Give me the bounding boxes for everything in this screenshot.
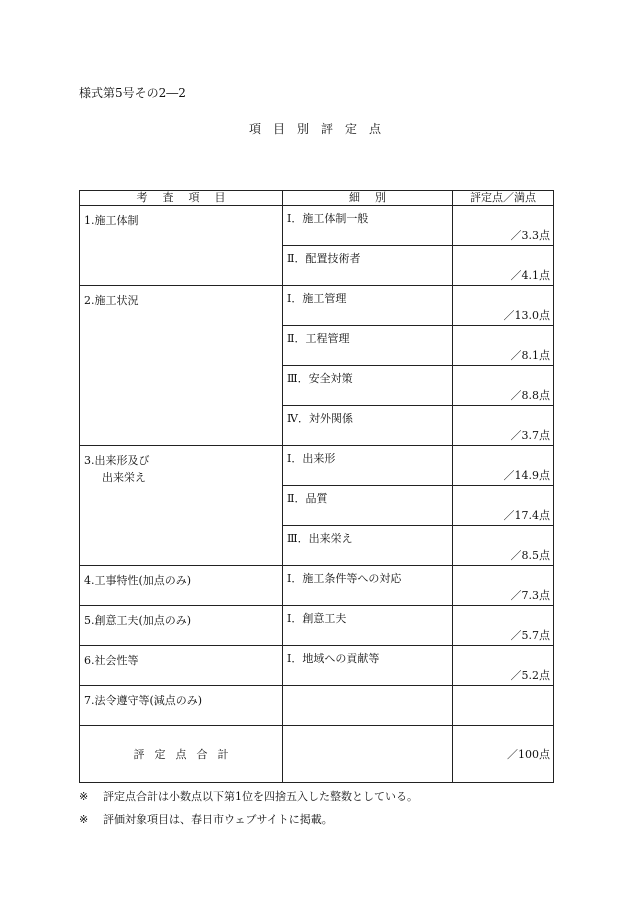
max-score: ／4.1点 [510, 269, 550, 282]
detail-label: Ⅰ．創意工夫 [283, 606, 453, 646]
score-cell [453, 286, 554, 326]
category-cell [80, 566, 283, 606]
detail-label: Ⅲ．出来栄え [283, 526, 453, 566]
detail-label: Ⅱ．工程管理 [283, 326, 453, 366]
score-cell [453, 446, 554, 486]
max-score: ／7.3点 [510, 589, 550, 602]
header-score: 評定点／満点 [453, 191, 554, 206]
category-label: 1.施工体制 [84, 214, 139, 227]
note-mark: ※ [79, 790, 89, 803]
score-cell [453, 366, 554, 406]
score-cell [453, 646, 554, 686]
detail-label: Ⅰ．地域への貢献等 [283, 646, 453, 686]
category-label: 5.創意工夫(加点のみ) [84, 614, 192, 627]
document-title: 項目別評定点 [248, 122, 393, 136]
total-score: ／100点 [507, 748, 550, 761]
header-category: 考査項目 [80, 191, 283, 206]
score-cell [453, 406, 554, 446]
detail-label: Ⅱ．品質 [283, 486, 453, 526]
form-number: 様式第5号その2―2 [79, 86, 186, 100]
total-detail-cell [283, 726, 453, 783]
score-cell [453, 246, 554, 286]
category-cell [80, 606, 283, 646]
detail-label: Ⅱ．配置技術者 [283, 246, 453, 286]
category-label: 2.施工状況 [84, 294, 139, 307]
score-cell [453, 486, 554, 526]
detail-label: Ⅰ．施工体制一般 [283, 206, 453, 246]
detail-label: Ⅰ．施工条件等への対応 [283, 566, 453, 606]
score-cell [453, 566, 554, 606]
note-1 [79, 788, 418, 804]
detail-label: Ⅳ．対外関係 [283, 406, 453, 446]
category-label: 7.法令遵守等(減点のみ) [84, 694, 203, 707]
note-text: 評価対象項目は、春日市ウェブサイトに掲載。 [103, 813, 333, 826]
score-cell [453, 606, 554, 646]
category-cell [80, 286, 283, 446]
category-label: 出来栄え [102, 471, 146, 484]
max-score: ／3.7点 [510, 429, 550, 442]
category-cell [80, 446, 283, 566]
category-label: 3.出来形及び [84, 454, 150, 467]
category-cell [80, 206, 283, 286]
category-cell [80, 686, 283, 726]
max-score: ／13.0点 [503, 309, 550, 322]
note-mark: ※ [79, 813, 89, 826]
score-cell [453, 206, 554, 246]
max-score: ／3.3点 [510, 229, 550, 242]
max-score: ／8.8点 [510, 389, 550, 402]
max-score: ／5.7点 [510, 629, 550, 642]
score-cell [453, 526, 554, 566]
detail-label [283, 686, 453, 726]
note-text: 評定点合計は小数点以下第1位を四捨五入した整数としている。 [103, 790, 418, 803]
detail-label: Ⅰ．施工管理 [283, 286, 453, 326]
total-score-cell [453, 726, 554, 783]
max-score: ／14.9点 [503, 469, 550, 482]
category-cell [80, 646, 283, 686]
evaluation-table [79, 190, 554, 783]
note-2 [79, 811, 333, 827]
max-score: ／8.1点 [510, 349, 550, 362]
score-cell [453, 326, 554, 366]
total-label: 評定点合計 [80, 726, 283, 783]
score-cell [453, 686, 554, 726]
detail-label: Ⅰ．出来形 [283, 446, 453, 486]
max-score: ／17.4点 [503, 509, 550, 522]
category-label: 4.工事特性(加点のみ) [84, 574, 192, 587]
header-detail: 細別 [283, 191, 453, 206]
max-score: ／5.2点 [510, 669, 550, 682]
category-label: 6.社会性等 [84, 654, 139, 667]
detail-label: Ⅲ．安全対策 [283, 366, 453, 406]
max-score: ／8.5点 [510, 549, 550, 562]
table-header-row [80, 191, 554, 206]
total-row [80, 726, 554, 783]
table-body [80, 206, 554, 726]
